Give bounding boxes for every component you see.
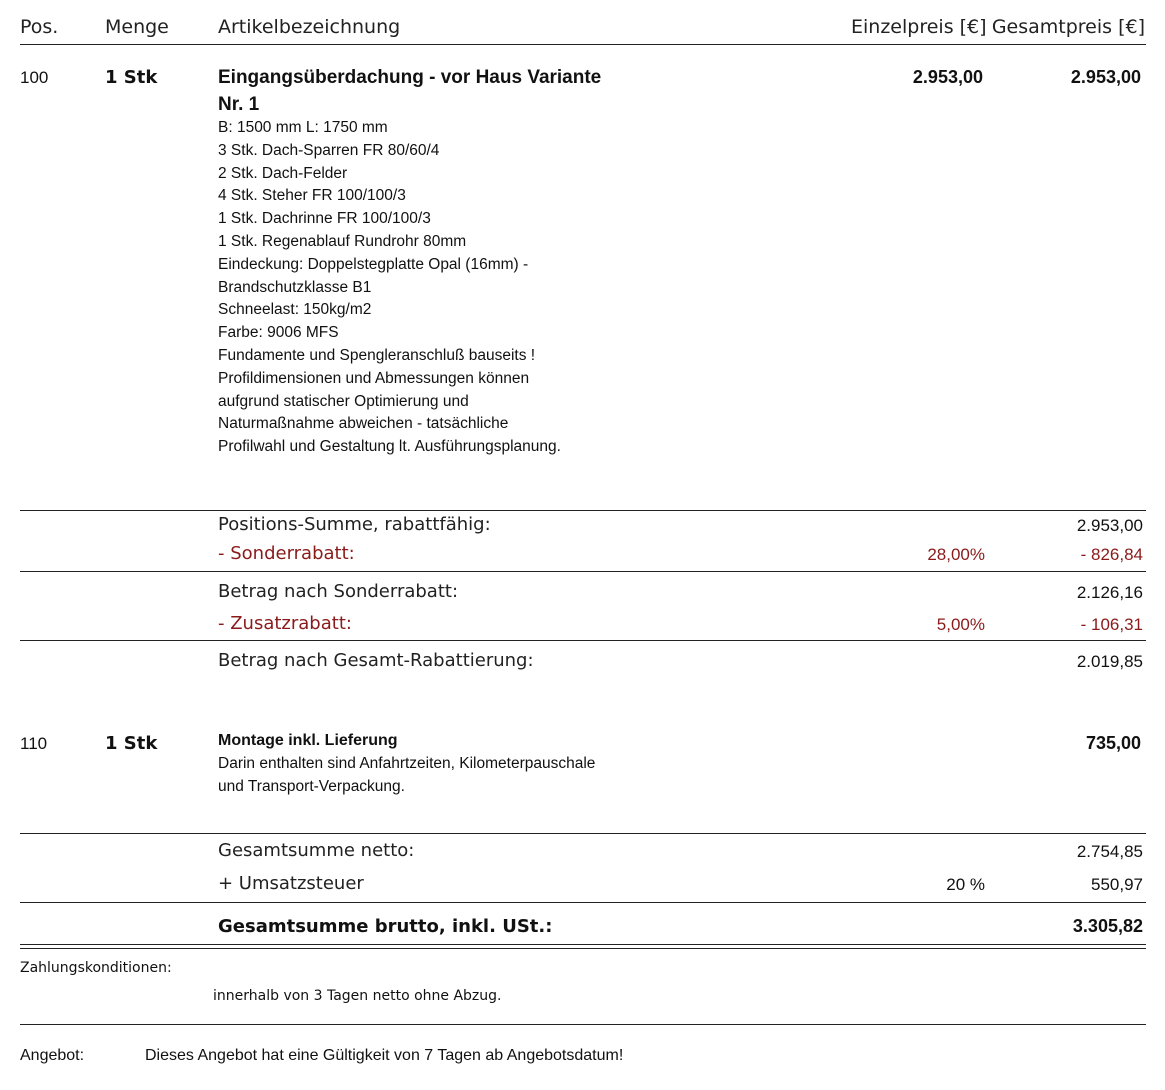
gesamtsumme-brutto-value: 3.305,82: [1072, 916, 1143, 936]
umsatzsteuer-percent: 20 %: [946, 875, 985, 894]
betrag-nach-gesamt-rabattierung-label: Betrag nach Gesamt-Rabattierung:: [218, 650, 534, 671]
description-line: Schneelast: 150kg/m2: [218, 301, 372, 319]
item-title-line2: Nr. 1: [218, 94, 260, 115]
offer-text: Dieses Angebot hat eine Gültigkeit von 7 Tagen ab Angebotsdatum!: [145, 1047, 624, 1064]
item-position: 100: [20, 68, 49, 87]
umsatzsteuer-value: 550,97: [1091, 875, 1143, 894]
description-line: 2 Stk. Dach-Felder: [218, 164, 348, 182]
footer-divider: [20, 1024, 1146, 1025]
description-line: 3 Stk. Dach-Sparren FR 80/60/4: [218, 141, 440, 159]
description-line: 1 Stk. Dachrinne FR 100/100/3: [218, 210, 431, 228]
description-line: Eindeckung: Doppelstegplatte Opal (16mm) -: [218, 255, 529, 273]
item-total-price: 2.953,00: [1070, 67, 1141, 87]
column-header-artikel: Artikelbezeichnung: [218, 16, 401, 38]
gesamtsumme-brutto-label: Gesamtsumme brutto, inkl. USt.:: [218, 916, 553, 937]
sonderrabatt-label: - Sonderrabatt:: [218, 543, 355, 564]
description-line: Fundamente und Spengleranschluß bauseits !: [218, 346, 536, 364]
description-line: Brandschutzklasse B1: [218, 278, 372, 296]
item-position: 110: [20, 734, 48, 753]
betrag-nach-gesamt-rabattierung-value: 2.019,85: [1076, 652, 1143, 671]
description-line: Naturmaßnahme abweichen - tatsächliche: [218, 415, 509, 433]
zusatzrabatt-label: - Zusatzrabatt:: [218, 613, 352, 634]
item-title: Montage inkl. Lieferung: [218, 732, 398, 749]
zusatzrabatt-percent: 5,00%: [936, 615, 985, 634]
description-line: aufgrund statischer Optimierung und: [218, 392, 469, 410]
item-quantity: 1 Stk: [105, 67, 158, 88]
description-line: und Transport-Verpackung.: [218, 777, 405, 795]
item-title: Eingangsüberdachung - vor Haus Variante: [218, 67, 602, 88]
double-underline-bottom: [20, 948, 1146, 949]
description-line: Profilwahl und Gestaltung lt. Ausführungsplanung.: [218, 438, 561, 456]
description-line: Farbe: 9006 MFS: [218, 324, 339, 342]
positions-summe-label: Positions-Summe, rabattfähig:: [218, 514, 491, 535]
header-divider: [20, 44, 1146, 45]
description-line: Profildimensionen und Abmessungen können: [218, 369, 530, 387]
positions-summe-value: 2.953,00: [1076, 516, 1143, 535]
double-underline-top: [20, 944, 1146, 945]
betrag-nach-sonderrabatt-label: Betrag nach Sonderrabatt:: [218, 581, 459, 602]
summary-divider: [20, 510, 1146, 511]
offer-label: Angebot:: [20, 1047, 85, 1064]
description-line: B: 1500 mm L: 1750 mm: [218, 119, 388, 136]
item-total-price: 735,00: [1085, 733, 1141, 753]
description-line: 4 Stk. Steher FR 100/100/3: [218, 187, 406, 205]
sonderrabatt-percent: 28,00%: [927, 545, 985, 564]
column-header-gesamtpreis: Gesamtpreis [€]: [991, 16, 1145, 38]
gesamtsumme-netto-value: 2.754,85: [1076, 842, 1143, 861]
sonderrabatt-value: - 826,84: [1080, 545, 1143, 564]
summary-divider: [20, 571, 1146, 572]
payment-terms-label: Zahlungskonditionen:: [20, 960, 172, 976]
item-description: [218, 117, 561, 459]
column-header-einzelpreis: Einzelpreis [€]: [851, 16, 987, 38]
totals-divider: [20, 902, 1146, 903]
description-line: Darin enthalten sind Anfahrtzeiten, Kilometerpauschale: [218, 755, 596, 772]
column-header-menge: Menge: [105, 16, 169, 38]
description-line: 1 Stk. Regenablauf Rundrohr 80mm: [218, 232, 467, 250]
summary-divider: [20, 640, 1146, 641]
totals-divider: [20, 833, 1146, 834]
zusatzrabatt-value: - 106,31: [1080, 615, 1143, 634]
gesamtsumme-netto-label: Gesamtsumme netto:: [218, 840, 415, 861]
column-header-pos: Pos.: [20, 16, 59, 38]
item-unit-price: 2.953,00: [912, 67, 983, 87]
item-description: [218, 753, 595, 799]
betrag-nach-sonderrabatt-value: 2.126,16: [1076, 583, 1143, 602]
item-quantity: 1 Stk: [105, 733, 158, 754]
payment-terms-text: innerhalb von 3 Tagen netto ohne Abzug.: [213, 988, 502, 1004]
umsatzsteuer-label: + Umsatzsteuer: [218, 873, 364, 894]
